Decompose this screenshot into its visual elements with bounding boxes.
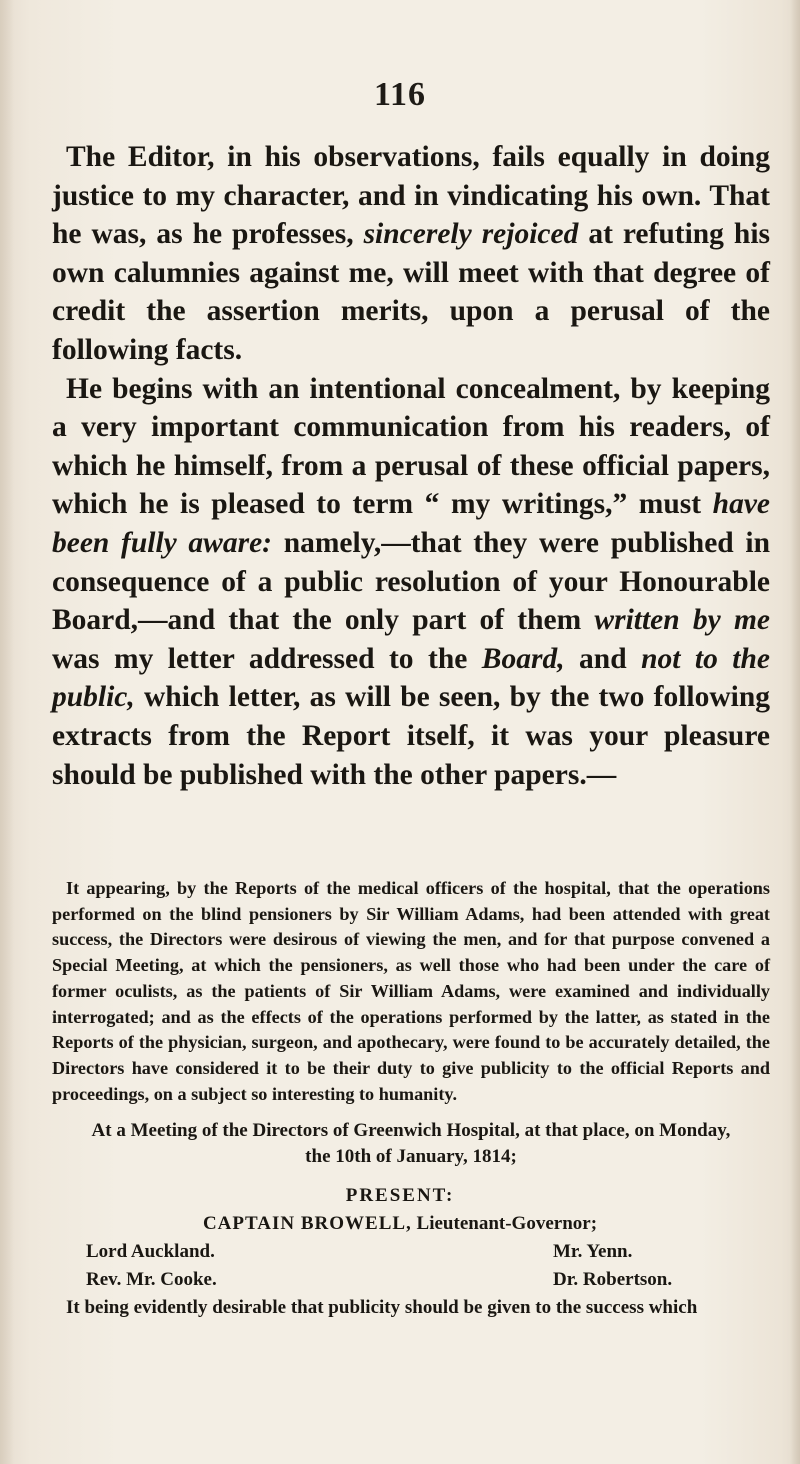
main-text	[52, 138, 770, 794]
meeting-heading-line1: At a Meeting of the Directors of Greenwich Hospital, at that place, on Monday,	[91, 1120, 731, 1141]
para1-text-c: at refuting his own calumnies against me, will meet with that degree of credit the assertion merits, upon a perusal of the following facts.	[52, 218, 770, 366]
para2-text-g: and	[564, 642, 642, 675]
para2-text-c: namely,—that they were published in consequence of a public resolution of your Honourable Board,—and that the only part of them	[52, 526, 770, 637]
attendee-rev-cooke: Rev. Mr. Cooke.	[86, 1269, 217, 1290]
chair-line	[0, 1213, 800, 1235]
report-extract: It appearing, by the Reports of the medical officers of the hospital, that the operations performed on the blind pensioners by Sir William Adams, had been attended with great success, the Directors were desirous of viewing the men, and for that purpose convened a Special Meeting, at which the pensioners, as well those who had been under the care of former oculists, as the patients of Sir William Adams, were examined and individually interrogated; and as the effects of the operations performed by the latter, as stated in the Reports of the physician, surgeon, and apothecary, were found to be accurately detailed, the Directors have considered it to be their duty to give publicity to the official Reports and proceedings, on a subject so interesting to humanity.	[52, 878, 770, 1104]
attendee-lord-auckland: Lord Auckland.	[86, 1241, 215, 1262]
paragraph-intentional-concealment	[52, 370, 770, 795]
attendee-dr-robertson: Dr. Robertson.	[553, 1269, 673, 1290]
para2-text-a: He begins with an intentional concealment, by keeping a very important communication from his readers, of which he himself, from a perusal of these official papers, which he is pleased to term “ my writings,” must	[52, 372, 770, 521]
chair-name: CAPTAIN BROWELL,	[202, 1213, 412, 1234]
attendee-mr-yenn: Mr. Yenn.	[553, 1241, 633, 1262]
para2-italic-board: Board,	[481, 642, 565, 675]
meeting-heading	[52, 1118, 770, 1170]
para1-text-a: The Editor, in his observations, fails equally in doing justice to my character, and in vindicating his own. That he was, as he professes,	[52, 141, 770, 251]
page-gutter-left	[0, 0, 14, 1464]
meeting-heading-line2: the 10th of January, 1814;	[305, 1146, 517, 1167]
paragraph-editor-observations	[52, 138, 770, 370]
present-heading: PRESENT:	[345, 1185, 455, 1206]
para2-italic-not-to-public: not to the public,	[52, 642, 770, 714]
page-number: 116	[373, 76, 427, 113]
para2-text-i: which letter, as will be seen, by the two following extracts from the Report itself, it was your pleasure should be published with the other papers.—	[52, 681, 770, 791]
closing-line: It being evidently desirable that publicity should be given to the success which	[66, 1297, 698, 1318]
para1-italic-sincerely-rejoiced: sincerely rejoiced	[363, 218, 579, 251]
para2-italic-fully-aware: have been fully aware:	[52, 488, 770, 559]
para2-text-e: was my letter addressed to the	[52, 642, 482, 675]
chair-title: Lieutenant-Governor;	[411, 1213, 598, 1234]
page-edge-right	[790, 0, 800, 1464]
para2-italic-written-by-me: written by me	[594, 604, 770, 637]
